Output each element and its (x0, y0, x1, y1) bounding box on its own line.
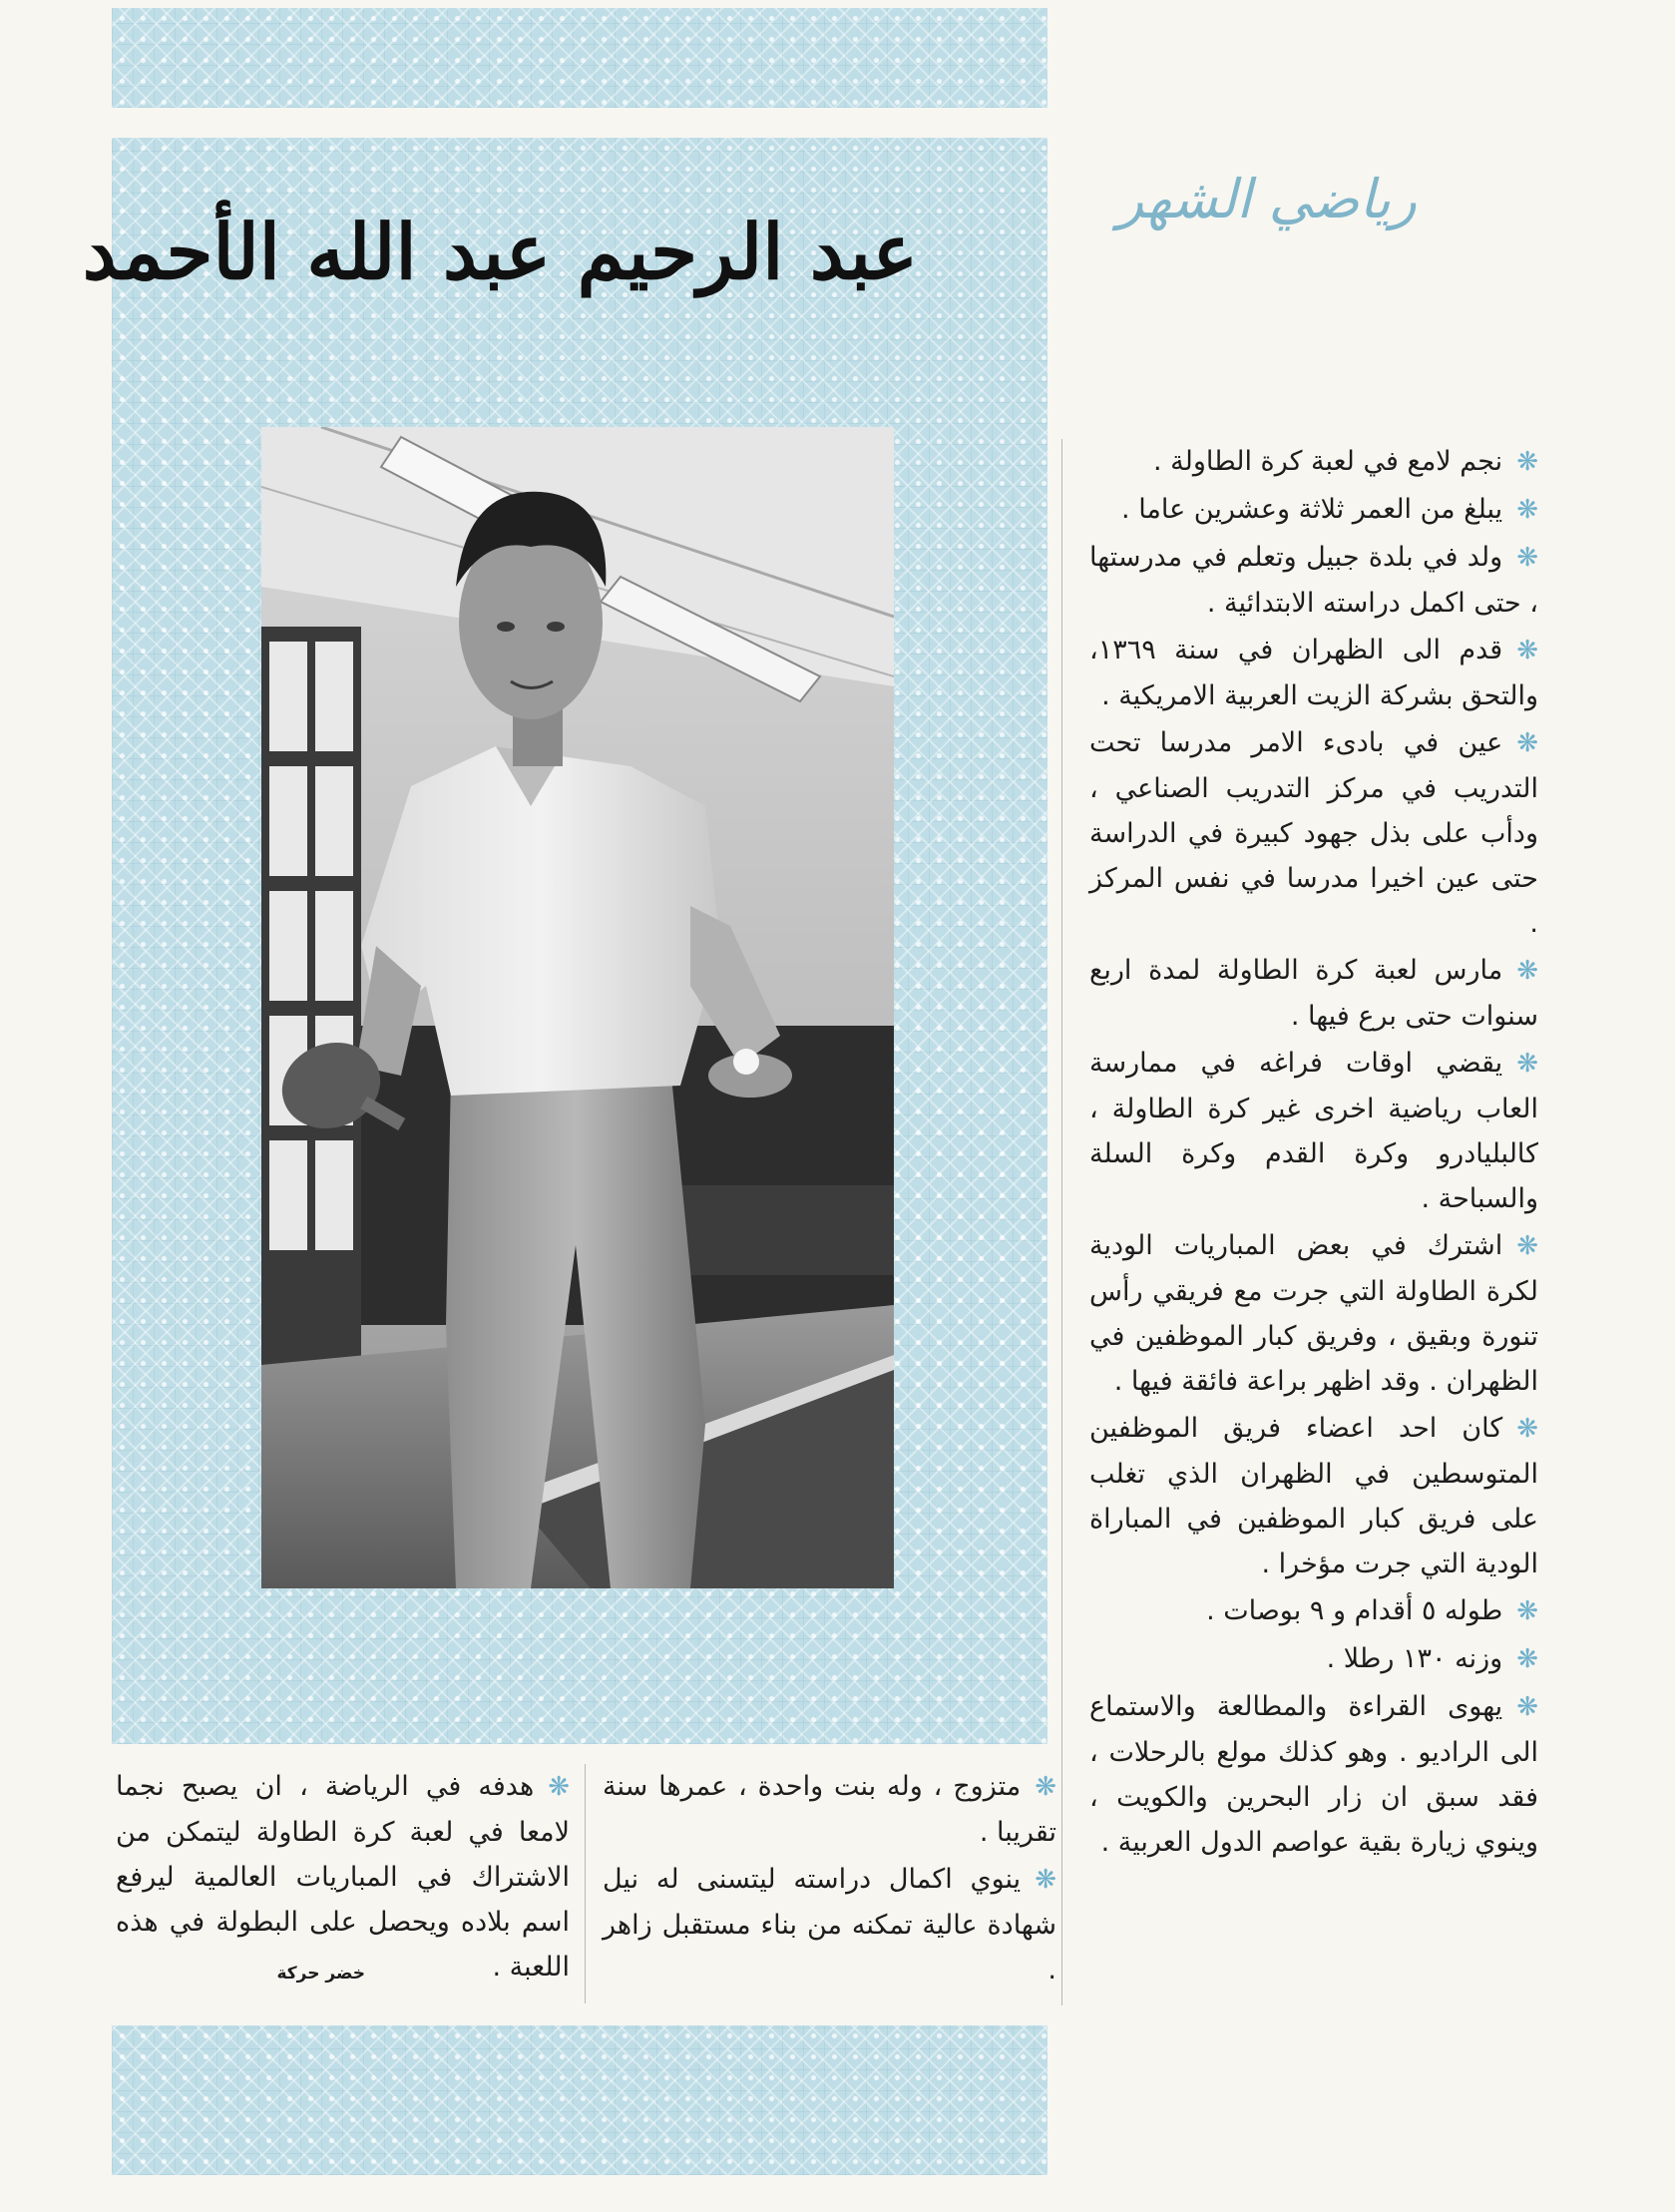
bio-item: ❋هدفه في الرياضة ، ان يصبح نجما لامعا في لعبة كرة الطاولة ليتمكن من الاشتراك في المباريات العالمية ليرفع اسم بلاده ويحصل على البطولة في هذه اللعبة . (116, 1771, 570, 1983)
bullet-icon: ❋ (1516, 447, 1538, 477)
page-title: عبد الرحيم عبد الله الأحمد (82, 208, 918, 296)
bio-item: ❋ولد في بلدة جبيل وتعلم في مدرستها ، حتى اكمل دراسته الابتدائية . (1089, 542, 1538, 619)
decorative-pattern-bottom (112, 2025, 1047, 2175)
bio-item: ❋متزوج ، وله بنت واحدة ، عمرها سنة تقريبا . (603, 1771, 1056, 1848)
player-photo (261, 427, 894, 1588)
column-divider (585, 1764, 586, 2003)
bio-column-left (116, 1764, 570, 1991)
bio-column-middle (603, 1764, 1056, 1994)
bullet-icon: ❋ (1516, 1231, 1538, 1261)
bio-item: ❋ينوي اكمال دراسته ليتسنى له نيل شهادة عالية تمكنه من بناء مستقبل زاهر . (603, 1864, 1056, 1986)
bio-item: ❋يقضي اوقات فراغه في ممارسة العاب رياضية اخرى غير كرة الطاولة ، كالبليادرو وكرة القدم وكرة السلة والسباحة . (1089, 1048, 1538, 1214)
bio-item: ❋يبلغ من العمر ثلاثة وعشرين عاما . (1121, 494, 1538, 525)
bio-item: ❋عين في بادىء الامر مدرسا تحت التدريب في مركز التدريب الصناعي ، ودأب على بذل جهود كبيرة في الدراسة حتى عين اخيرا مدرسا في نفس المركز . (1089, 727, 1538, 939)
bullet-icon: ❋ (548, 1772, 570, 1802)
bullet-icon: ❋ (1516, 728, 1538, 758)
decorative-pattern-top (112, 8, 1047, 108)
bullet-icon: ❋ (1516, 1049, 1538, 1079)
bio-item: ❋طوله ٥ أقدام و ٩ بوصات . (1206, 1595, 1538, 1626)
bullet-icon: ❋ (1516, 1414, 1538, 1444)
bio-column-right (1089, 439, 1538, 1867)
bullet-icon: ❋ (1516, 1692, 1538, 1722)
author-credit: خضر حركة (276, 1964, 365, 1984)
bio-item: ❋نجم لامع في لعبة كرة الطاولة . (1152, 446, 1538, 477)
column-divider (1061, 439, 1062, 2005)
section-label: رياضي الشهر (1117, 168, 1417, 230)
bio-item: ❋قدم الى الظهران في سنة ١٣٦٩، والتحق بشركة الزيت العربية الامريكية . (1089, 635, 1538, 711)
bio-item: ❋يهوى القراءة والمطالعة والاستماع الى الراديو . وهو كذلك مولع بالرحلات ، فقد سبق ان زار البحرين والكويت ، وينوي زيارة بقية عواصم الدول العربية . (1089, 1691, 1538, 1858)
bio-item: ❋مارس لعبة كرة الطاولة لمدة اربع سنوات حتى برع فيها . (1089, 955, 1538, 1032)
bullet-icon: ❋ (1516, 1644, 1538, 1674)
bullet-icon: ❋ (1035, 1772, 1056, 1802)
bullet-icon: ❋ (1516, 495, 1538, 525)
bullet-icon: ❋ (1035, 1865, 1056, 1895)
bullet-icon: ❋ (1516, 1596, 1538, 1626)
bullet-icon: ❋ (1516, 956, 1538, 986)
bullet-icon: ❋ (1516, 636, 1538, 665)
bullet-icon: ❋ (1516, 543, 1538, 573)
bio-item: ❋اشترك في بعض المباريات الودية لكرة الطاولة التي جرت مع فريقي رأس تنورة وبقيق ، وفريق كبار الموظفين في الظهران . وقد اظهر براعة فائقة فيها . (1089, 1230, 1538, 1397)
bio-item: ❋وزنه ١٣٠ رطلا . (1326, 1643, 1538, 1674)
bio-item: ❋كان احد اعضاء فريق الموظفين المتوسطين في الظهران الذي تغلب على فريق كبار الموظفين في المباراة الودية التي جرت مؤخرا . (1089, 1413, 1538, 1579)
